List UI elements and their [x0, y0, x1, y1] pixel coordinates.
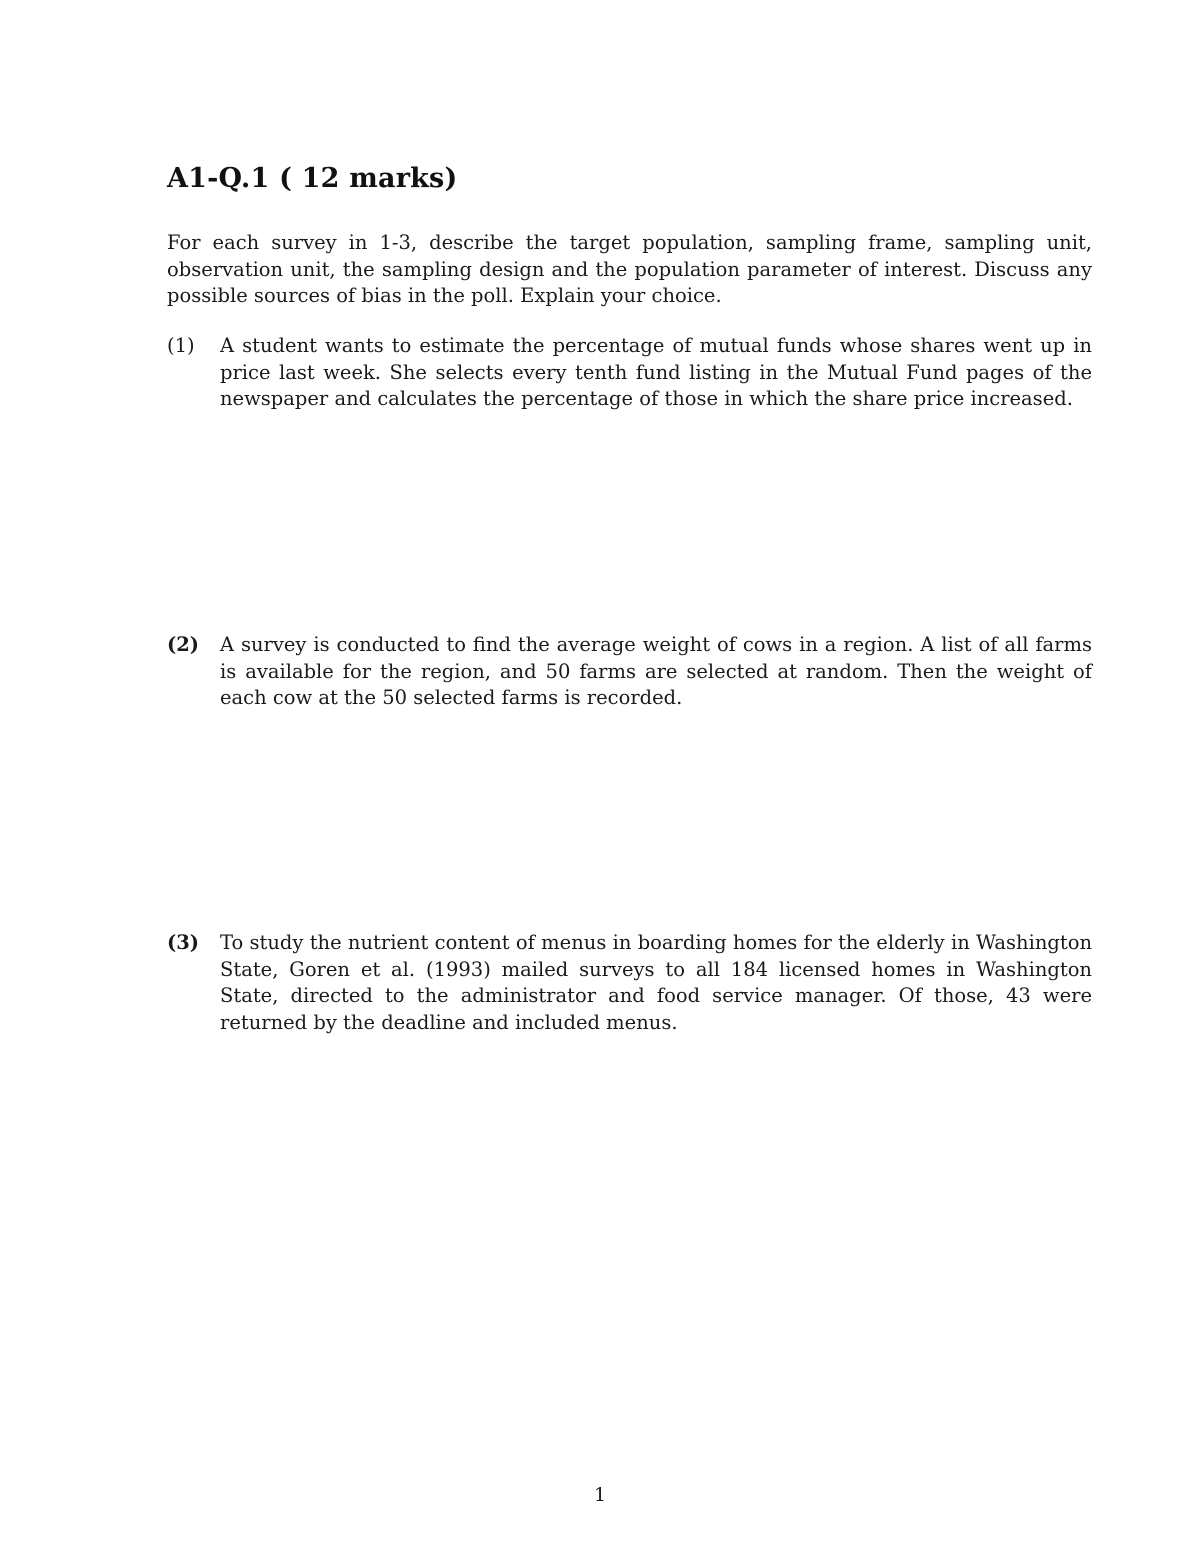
question-intro: For each survey in 1-3, describe the target population, sampling frame, sampling unit, observation unit, the sampling design and the population parameter of interest. Discuss any possible sources of bias in the poll. Explain your choice.	[167, 231, 1092, 308]
survey-item-1	[167, 333, 1092, 413]
question-title: A1-Q.1 ( 12 marks)	[167, 163, 458, 194]
survey-item-text: To study the nutrient content of menus in boarding homes for the elderly in Washington State, Goren et al. (1993) mailed surveys to all 184 licensed homes in Washington State, directed to the administrator and food service manager. Of those, 43 were returned by the deadline and included menus.	[220, 931, 1092, 1035]
survey-item-number: (1)	[167, 334, 195, 357]
survey-item-2	[167, 632, 1092, 712]
survey-item-number: (3)	[167, 931, 200, 954]
page-number: 1	[593, 1484, 607, 1506]
survey-item-number: (2)	[167, 633, 200, 656]
survey-item-text: A survey is conducted to find the average weight of cows in a region. A list of all farms is available for the region, and 50 farms are selected at random. Then the weight of each cow at the 50 selected farms is recorded.	[220, 633, 1092, 710]
survey-item-3	[167, 930, 1092, 1037]
survey-item-text: A student wants to estimate the percentage of mutual funds whose shares went up in price last week. She selects every tenth fund listing in the Mutual Fund pages of the newspaper and calculates the percentage of those in which the share price increased.	[220, 334, 1092, 411]
